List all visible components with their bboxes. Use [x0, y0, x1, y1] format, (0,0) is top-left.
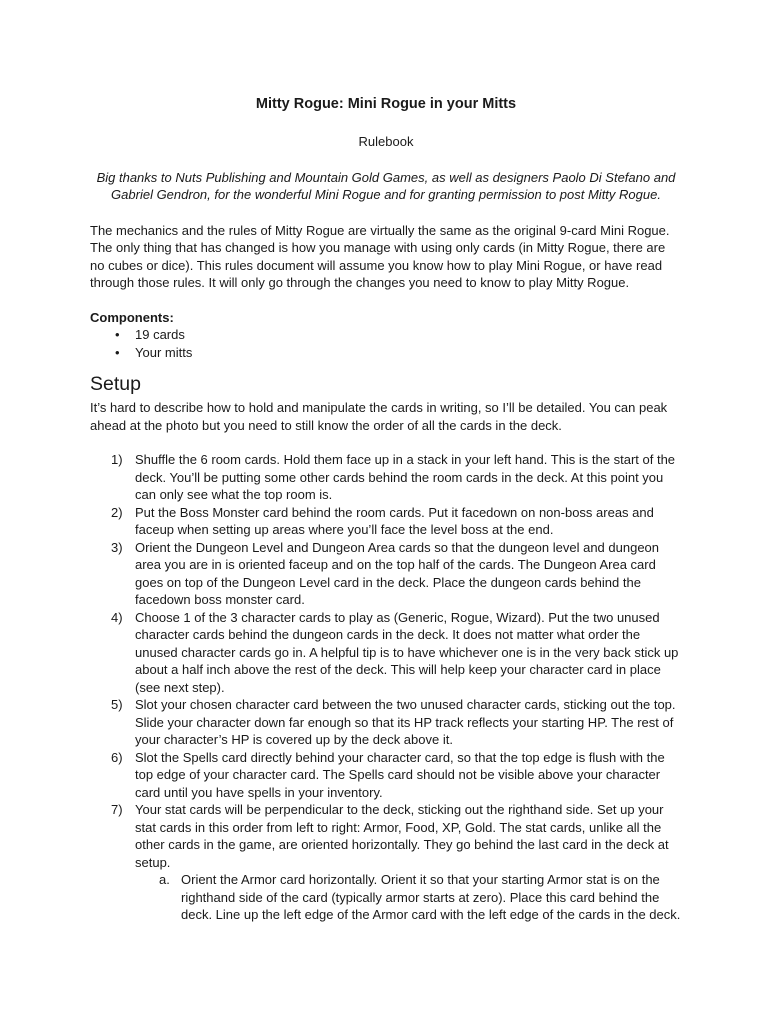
step-text: Choose 1 of the 3 character cards to play as (Generic, Rogue, Wizard). Put the two unused character cards behind the dungeon cards in the deck. It does not matter what order the unused character cards go in. A helpful tip is to have whichever one is in the very back stick up about a half inch above the rest of the deck. This will help keep your character card in place (see next step).: [135, 609, 679, 695]
step-number: 2): [111, 504, 123, 520]
step-text: Slot the Spells card directly behind your character card, so that the top edge is flush with the top edge of your character card. The Spells card should not be visible above your character card until you have spells in your inventory.: [135, 749, 665, 800]
list-item: [90, 539, 682, 609]
setup-heading: Setup: [90, 373, 141, 395]
setup-intro-paragraph: It’s hard to describe how to hold and manipulate the cards in writing, so I’ll be detailed. You can peak ahead at the photo but you need to still know the order of all the cards in the deck.: [90, 400, 668, 433]
list-item: [90, 696, 682, 749]
step-number: 6): [111, 749, 123, 765]
components-list: [90, 326, 682, 361]
substep-text: Orient the Armor card horizontally. Orient it so that your starting Armor stat is on the righthand side of the card (typically armor starts at zero). Place this card behind the deck. Line up the left edge of the Armor card with the left edge of the cards in the deck.: [181, 872, 681, 922]
components-heading: Components:: [90, 309, 174, 325]
document-subtitle: Rulebook: [358, 134, 414, 149]
document-title: Mitty Rogue: Mini Rogue in your Mitts: [255, 96, 517, 112]
substep-letter: a.: [159, 872, 170, 887]
list-item: [90, 609, 682, 697]
step-number: 3): [111, 539, 123, 555]
step-number: 5): [111, 697, 123, 712]
list-item: [135, 871, 682, 924]
document-body: [90, 95, 682, 924]
list-item: [90, 749, 682, 802]
step-text: Put the Boss Monster card behind the room cards. Put it facedown on non-boss areas and faceup when setting up areas where you’ll face the level boss at the end.: [135, 504, 654, 537]
step-text: Shuffle the 6 room cards. Hold them face up in a stack in your left hand. This is the start of the deck. You’ll be putting some other cards behind the room cards in the deck. At this point you can only see what the top room is.: [135, 452, 676, 502]
acknowledgements: Big thanks to Nuts Publishing and Mountain Gold Games, as well as designers Paolo Di Stefano and Gabriel Gendron, for the wonderful Mini Rogue and for granting permission to post Mitty Rogue.: [96, 169, 676, 202]
step-text: Your stat cards will be perpendicular to the deck, sticking out the righthand side. Set up your stat cards in this order from left to right: Armor, Food, XP, Gold. The stat cards, unlike all the other cards in the game, are oriented horizontally. They go behind the last card in the deck at setup.: [135, 802, 669, 870]
step-number: 7): [111, 802, 123, 817]
setup-steps-list: [90, 451, 682, 924]
step-number: 1): [111, 452, 123, 467]
step-number: 4): [111, 609, 123, 625]
step-text: Orient the Dungeon Level and Dungeon Area cards so that the dungeon level and dungeon area you are in is oriented faceup and on the top half of the cards. The Dungeon Area card goes on top of the Dungeon Level card in the deck. Place the dungeon cards behind the facedown boss monster card.: [135, 539, 660, 607]
list-item: [90, 451, 682, 504]
list-item: [90, 504, 682, 539]
intro-paragraph: The mechanics and the rules of Mitty Rogue are virtually the same as the original 9-card Mini Rogue. The only thing that has changed is how you manage with using only cards (in Mitty Rogue, there are no cubes or dice). This rules document will assume you know how to play Mini Rogue, or have read through those rules. It will only go through the changes you need to know to play Mitty Rogue.: [90, 222, 670, 290]
list-item: • Your mitts: [90, 344, 682, 362]
list-item: [90, 801, 682, 924]
list-item: • 19 cards: [90, 326, 682, 344]
step-text: Slot your chosen character card between the two unused character cards, sticking out the top. Slide your character down far enough so that its HP track reflects your starting HP. The rest of your character’s HP is covered up by the deck above it.: [135, 697, 676, 747]
setup-substeps-list: [135, 871, 682, 924]
